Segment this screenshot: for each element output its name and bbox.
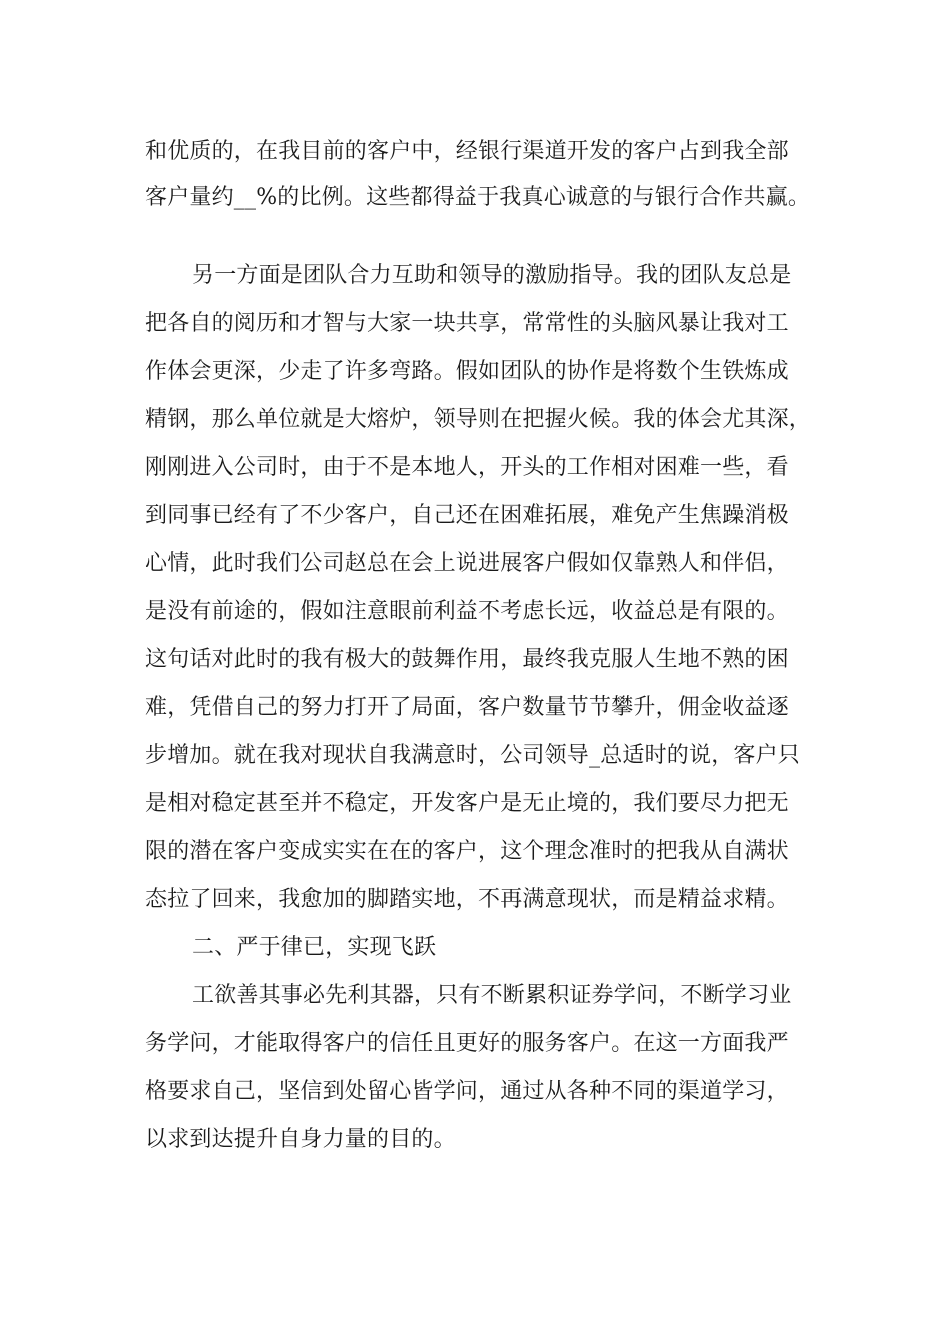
- text-line: 态拉了回来，我愈加的脚踏实地，不再满意现状，而是精益求精。: [145, 887, 789, 912]
- text-line: 客户量约__%的比例。这些都得益于我真心诚意的与银行合作共赢。: [145, 185, 811, 210]
- text-line: 以求到达提升自身力量的目的。: [145, 1127, 456, 1152]
- text-line: 是相对稳定甚至并不稳定，开发客户是无止境的，我们要尽力把无: [145, 791, 789, 816]
- paragraph-first-line: 另一方面是团队合力互助和领导的激励指导。我的团队友总是: [192, 263, 792, 288]
- section-heading: 二、严于律已，实现飞跃: [192, 935, 437, 960]
- text-line: 难，凭借自己的努力打开了局面，客户数量节节攀升，佣金收益逐: [145, 695, 789, 720]
- text-line: 精钢，那么单位就是大熔炉，领导则在把握火候。我的体会尤其深，: [145, 407, 812, 432]
- text-line: 限的潜在客户变成实实在在的客户，这个理念准时的把我从自满状: [145, 839, 789, 864]
- text-line: 心情，此时我们公司赵总在会上说进展客户假如仅靠熟人和伴侣，: [145, 551, 789, 576]
- text-line: 格要求自己，坚信到处留心皆学问，通过从各种不同的渠道学习，: [145, 1079, 789, 1104]
- text-line: 刚刚进入公司时，由于不是本地人，开头的工作相对困难一些，看: [145, 455, 789, 480]
- text-line: 把各自的阅历和才智与大家一块共享，常常性的头脑风暴让我对工: [145, 311, 789, 336]
- text-line: 是没有前途的，假如注意眼前利益不考虑长远，收益总是有限的。: [145, 599, 789, 624]
- paragraph-first-line: 工欲善其事必先利其器，只有不断累积证券学问，不断学习业: [192, 983, 792, 1008]
- text-line: 到同事已经有了不少客户，自己还在困难拓展，难免产生焦躁消极: [145, 503, 789, 528]
- text-line: 和优质的，在我目前的客户中，经银行渠道开发的客户占到我全部: [145, 139, 789, 164]
- text-line: 步增加。就在我对现状自我满意时，公司领导_总适时的说，客户只: [145, 743, 801, 768]
- text-line: 务学问，才能取得客户的信任且更好的服务客户。在这一方面我严: [145, 1031, 789, 1056]
- text-line: 这句话对此时的我有极大的鼓舞作用，最终我克服人生地不熟的困: [145, 647, 789, 672]
- text-line: 作体会更深，少走了许多弯路。假如团队的协作是将数个生铁炼成: [145, 359, 789, 384]
